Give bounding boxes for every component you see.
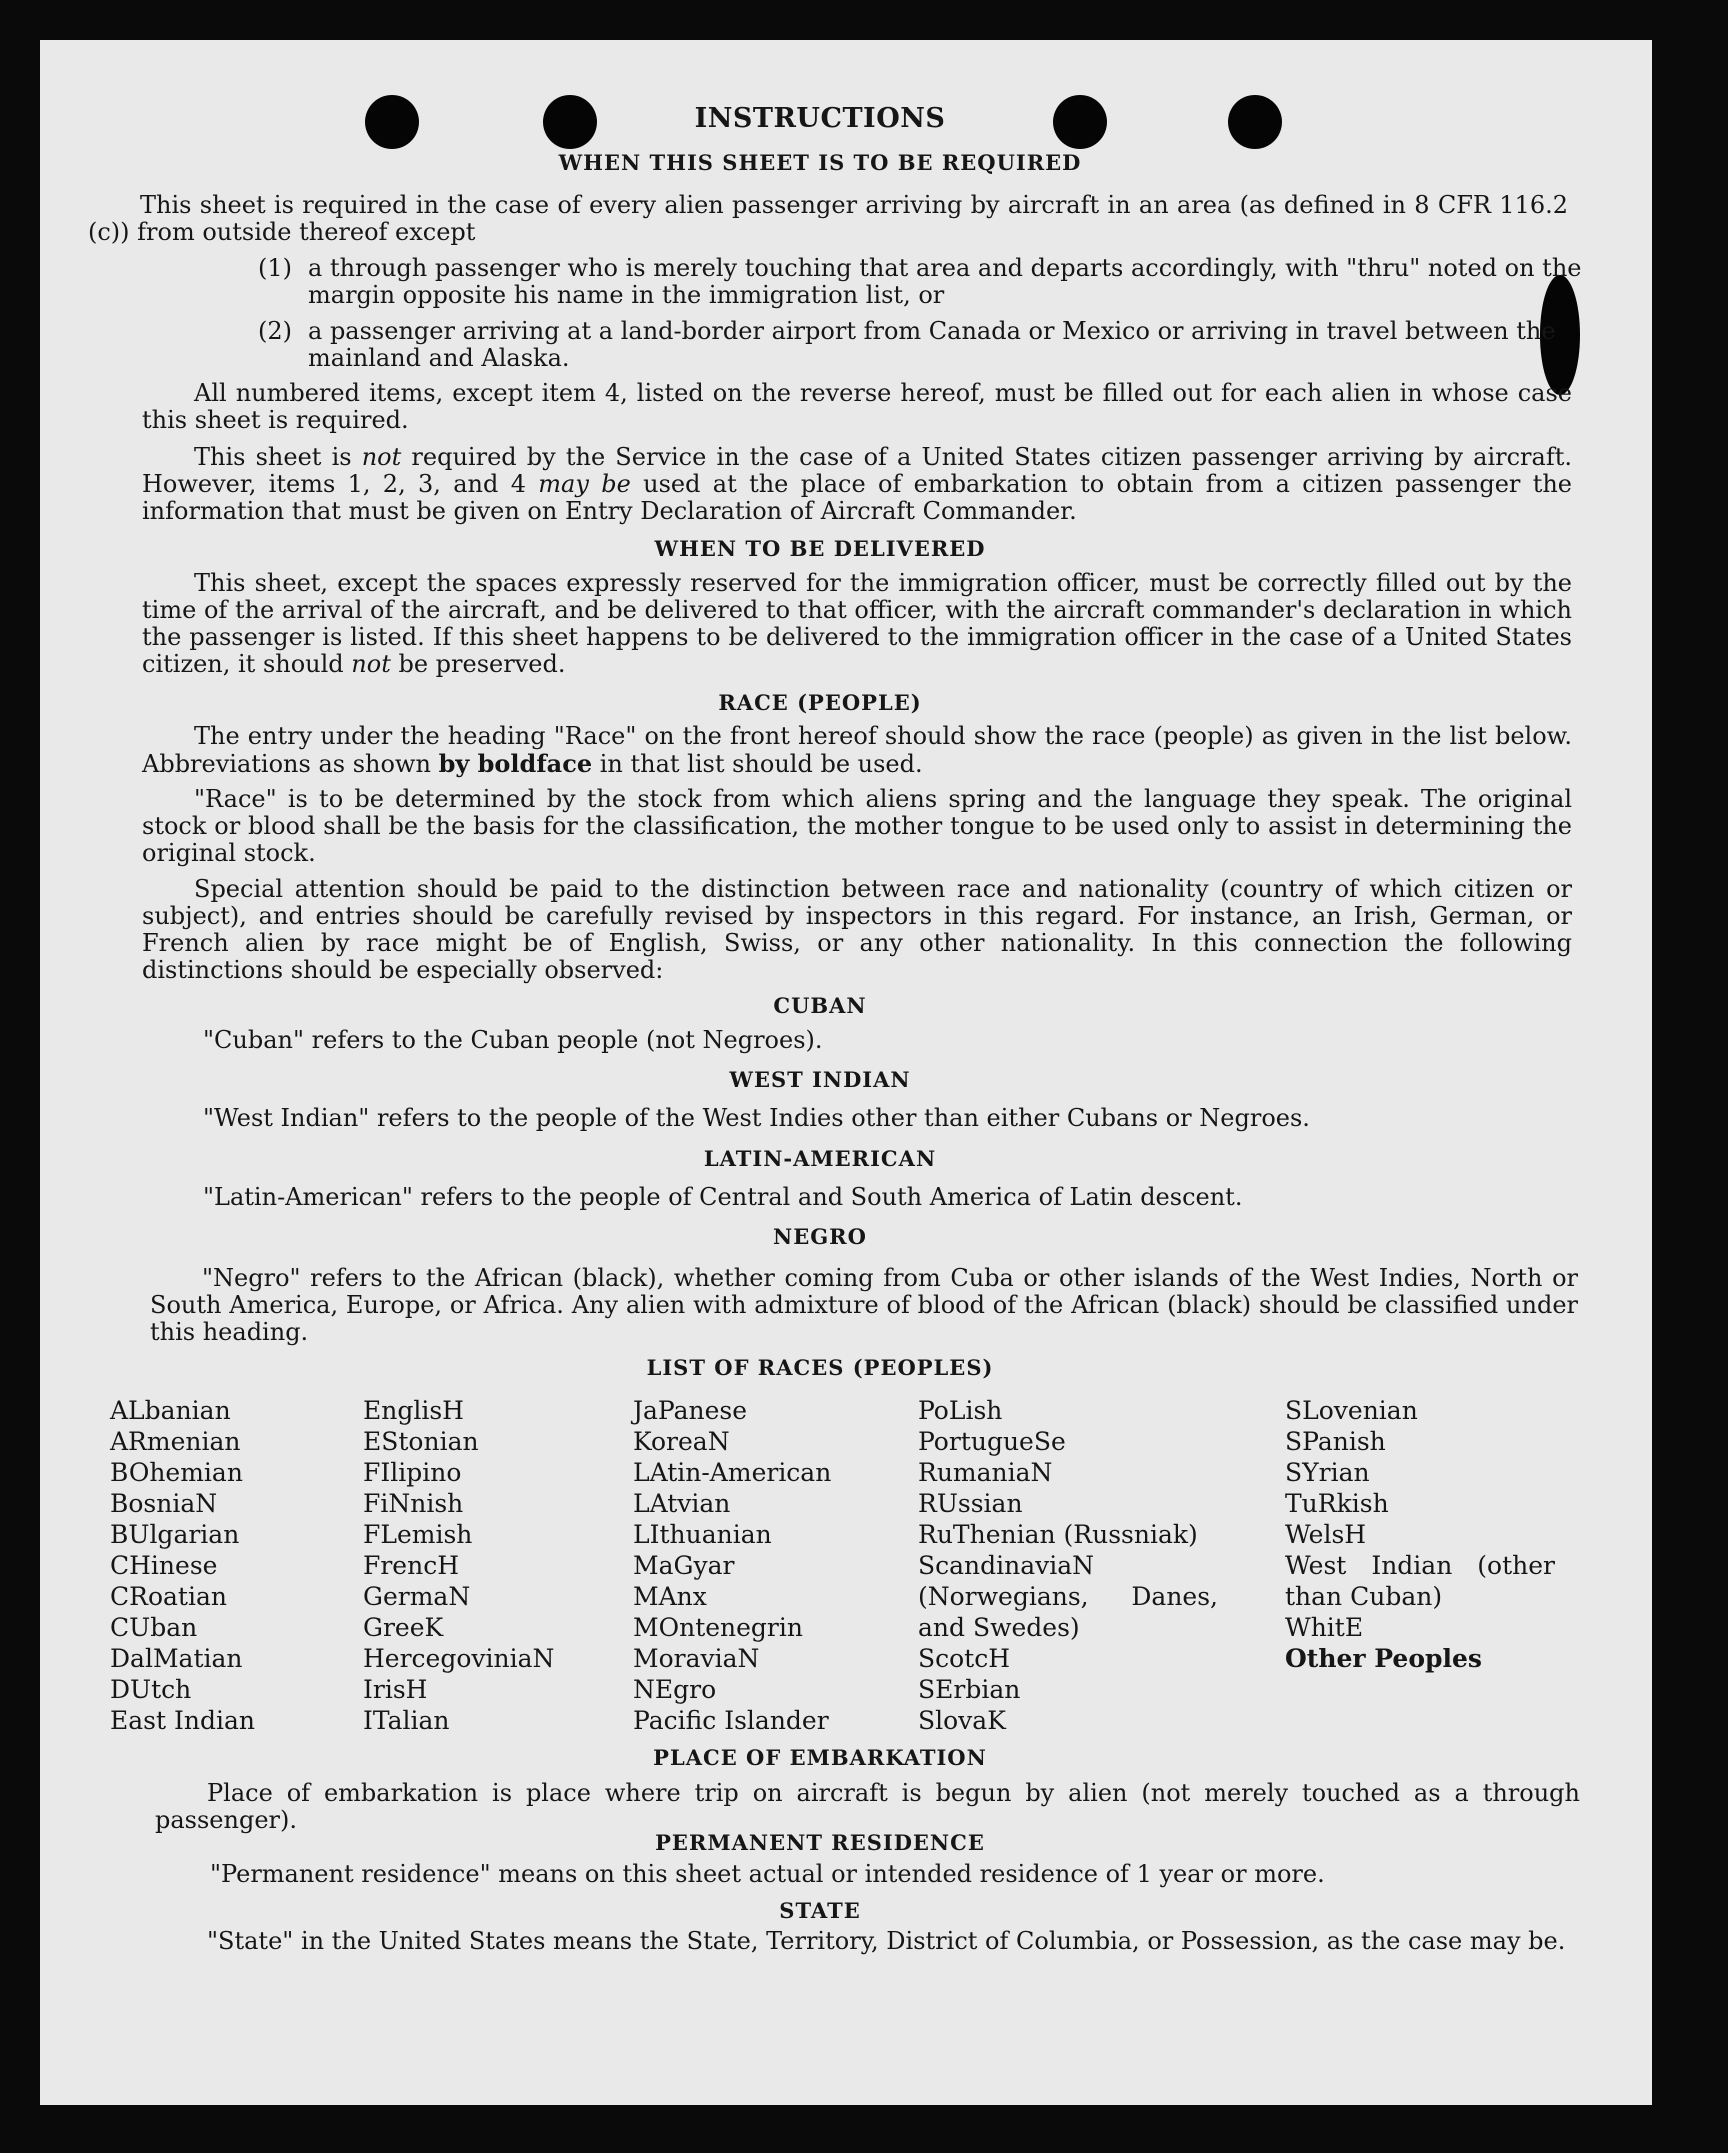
race-entry: FiNnish: [363, 1489, 464, 1518]
item-text: a passenger arriving at a land-border airport from Canada or Mexico or arriving in travel between the mainland and Alaska.: [308, 317, 1556, 372]
text-run: required by the Service in the case of a United States citizen passenger arriving by aircraft. However, items 1, 2, 3, and 4: [142, 443, 1572, 498]
emphasis-not: not: [361, 443, 402, 471]
latin-american-text: "Latin-American" refers to the people of Central and South America of Latin descent.: [203, 1183, 1243, 1211]
item-text: a through passenger who is merely touching that area and departs accordingly, with "thru" noted on the margin opposite his name in the immigration list, or: [308, 254, 1582, 309]
race-entry: ALbanian: [110, 1396, 231, 1425]
heading-negro: NEGRO: [773, 1224, 867, 1249]
race-paragraph-2: "Race" is to be determined by the stock from which aliens spring and the language they speak. The original stock or blood shall be the basis for the classification, the mother tongue to be used only to assist in determining the original stock.: [142, 785, 1572, 867]
race-column-3: [633, 1395, 831, 1736]
boldface-text: by boldface: [438, 749, 593, 778]
race-entry: KoreaN: [633, 1427, 730, 1456]
race-entry: NEgro: [633, 1675, 717, 1704]
race-entry: SYrian: [1285, 1458, 1370, 1487]
race-entry: Other Peoples: [1285, 1644, 1482, 1673]
race-entry: West Indian (other than Cuban): [1285, 1551, 1555, 1611]
heading-latin-american: LATIN-AMERICAN: [703, 1146, 937, 1171]
heading-state: STATE: [779, 1898, 861, 1923]
race-entry: IrisH: [363, 1675, 428, 1704]
race-entry: BUlgarian: [110, 1520, 240, 1549]
race-entry: MAnx: [633, 1582, 707, 1611]
text-run: in that list should be used.: [592, 750, 923, 778]
delivered-paragraph: [142, 570, 1572, 678]
race-paragraph-3: Special attention should be paid to the distinction between race and nationality (country of which citizen or subject), and entries should be carefully revised by inspectors in this regard. For instance, an Irish, German, or French alien by race might be of English, Swiss, or any other nationality. In this connection the following distinctions should be especially observed:: [142, 875, 1572, 984]
race-entry: BOhemian: [110, 1458, 243, 1487]
race-entry: Pacific Islander: [633, 1706, 829, 1735]
race-entry: WhitE: [1285, 1613, 1364, 1642]
race-entry: HercegoviniaN: [363, 1644, 555, 1673]
citizen-paragraph: [142, 444, 1572, 525]
race-entry: MoraviaN: [633, 1644, 760, 1673]
race-column-5: [1285, 1395, 1555, 1674]
required-intro: This sheet is required in the case of every alien passenger arriving by aircraft in an area (as defined in 8 CFR 116.2 (c)) from outside thereof except: [88, 191, 1568, 246]
heading-when-delivered: WHEN TO BE DELIVERED: [654, 536, 986, 561]
race-entry: ScandinaviaN (Norwegians, Danes, and Swedes): [918, 1551, 1218, 1642]
race-entry: FrencH: [363, 1551, 459, 1580]
race-entry: TuRkish: [1285, 1489, 1389, 1518]
heading-race: RACE (PEOPLE): [718, 690, 922, 715]
race-entry: BosniaN: [110, 1489, 218, 1518]
race-entry: CUban: [110, 1613, 198, 1642]
text-run: be preserved.: [390, 650, 566, 678]
text-run: used at the place of embarkation to obtain from a citizen passenger the information that must be given on Entry Declaration of Aircraft Commander.: [142, 470, 1572, 525]
race-entry: WelsH: [1285, 1520, 1367, 1549]
race-column-4: [918, 1395, 1218, 1736]
race-entry: ScotcH: [918, 1644, 1011, 1673]
item-number: (1): [258, 254, 292, 282]
heading-west-indian: WEST INDIAN: [729, 1067, 911, 1092]
race-entry: GermaN: [363, 1582, 471, 1611]
race-entry: LIthuanian: [633, 1520, 772, 1549]
heading-permanent-residence: PERMANENT RESIDENCE: [655, 1830, 985, 1855]
race-entry: LAtvian: [633, 1489, 731, 1518]
cuban-text: "Cuban" refers to the Cuban people (not Negroes).: [203, 1026, 823, 1054]
heading-when-required: WHEN THIS SHEET IS TO BE REQUIRED: [558, 150, 1082, 175]
state-paragraph: "State" in the United States means the State, Territory, District of Columbia, or Possession, as the case may be.: [207, 1927, 1566, 1955]
race-entry: MaGyar: [633, 1551, 735, 1580]
numbered-items-paragraph: All numbered items, except item 4, listed on the reverse hereof, must be filled out for each alien in whose case this sheet is required.: [142, 379, 1572, 434]
race-entry: DUtch: [110, 1675, 192, 1704]
emphasis-may-be: may be: [538, 470, 631, 498]
race-entry: SlovaK: [918, 1706, 1006, 1735]
page-title: INSTRUCTIONS: [694, 103, 946, 134]
west-indian-text: "West Indian" refers to the people of the West Indies other than either Cubans or Negroes.: [203, 1104, 1310, 1132]
race-column-1: [110, 1395, 255, 1736]
heading-cuban: CUBAN: [773, 993, 867, 1018]
text-run: This sheet is: [194, 443, 362, 471]
race-entry: East Indian: [110, 1706, 255, 1735]
heading-embarkation: PLACE OF EMBARKATION: [653, 1745, 987, 1770]
race-entry: FLemish: [363, 1520, 473, 1549]
race-entry: ARmenian: [110, 1427, 241, 1456]
race-entry: CHinese: [110, 1551, 218, 1580]
race-entry: SErbian: [918, 1675, 1021, 1704]
race-paragraph-1: [142, 723, 1572, 778]
race-entry: CRoatian: [110, 1582, 227, 1611]
race-entry: JaPanese: [633, 1396, 748, 1425]
race-entry: RuThenian (Russniak): [918, 1520, 1198, 1549]
race-entry: GreeK: [363, 1613, 444, 1642]
embarkation-paragraph: Place of embarkation is place where trip on aircraft is begun by alien (not merely touched as a through passenger).: [155, 1779, 1580, 1834]
race-entry: RumaniaN: [918, 1458, 1053, 1487]
race-entry: PortugueSe: [918, 1427, 1066, 1456]
race-entry: LAtin-American: [633, 1458, 832, 1487]
race-entry: DalMatian: [110, 1644, 243, 1673]
residence-text: "Permanent residence" means on this sheet actual or intended residence of 1 year or more.: [210, 1860, 1325, 1888]
race-column-2: [363, 1395, 554, 1736]
race-entry: ITalian: [363, 1706, 450, 1735]
race-entry: EStonian: [363, 1427, 479, 1456]
item-number: (2): [258, 317, 292, 345]
race-entry: EnglisH: [363, 1396, 464, 1425]
race-list: [110, 1395, 1590, 1735]
emphasis-not: not: [351, 650, 391, 678]
text-run: The entry under the heading "Race" on the front hereof should show the race (people) as given in the list below. Abbreviations as shown: [142, 722, 1572, 778]
race-entry: MOntenegrin: [633, 1613, 803, 1642]
race-entry: SPanish: [1285, 1427, 1386, 1456]
heading-list-of-races: LIST OF RACES (PEOPLES): [646, 1355, 994, 1380]
negro-paragraph: "Negro" refers to the African (black), whether coming from Cuba or other islands of the West Indies, North or South America, Europe, or Africa. Any alien with admixture of blood of the African (black) should be classified under this heading.: [150, 1264, 1578, 1346]
text-run: This sheet, except the spaces expressly reserved for the immigration officer, must be correctly filled out by the time of the arrival of the aircraft, and be delivered to that officer, with the aircraft commander's declaration in which the passenger is listed. If this sheet happens to be delivered to the immigration officer in the case of a United States citizen, it should: [142, 569, 1572, 678]
race-entry: SLovenian: [1285, 1396, 1418, 1425]
race-entry: PoLish: [918, 1396, 1003, 1425]
race-entry: RUssian: [918, 1489, 1023, 1518]
race-entry: FIlipino: [363, 1458, 462, 1487]
